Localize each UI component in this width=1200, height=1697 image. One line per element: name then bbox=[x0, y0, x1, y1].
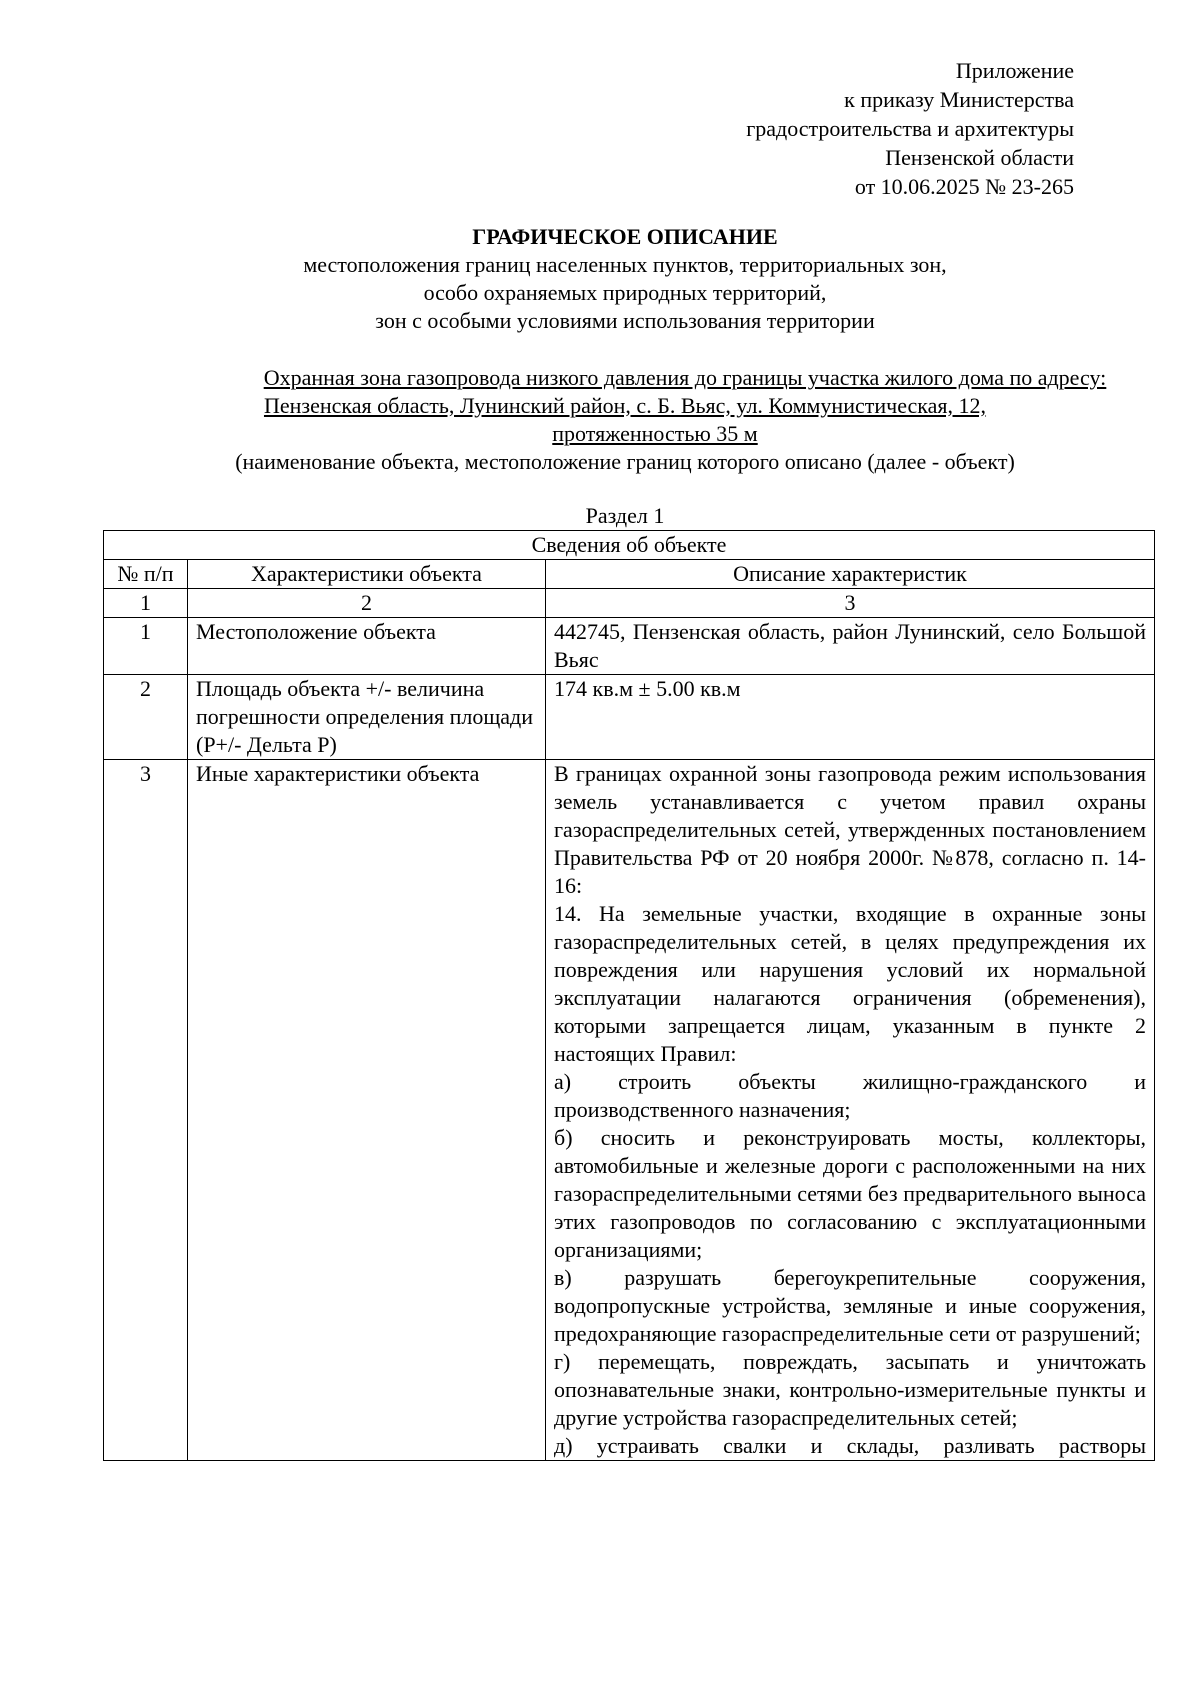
table-row bbox=[104, 760, 1155, 1461]
column-number: 1 bbox=[104, 589, 188, 618]
object-name-line: Охранная зона газопровода низкого давления до границы участка жилого дома по адресу: bbox=[263, 365, 1107, 390]
description-paragraph: а) строить объекты жилищно-гражданского и производственного назначения; bbox=[554, 1069, 1147, 1122]
row-number: 1 bbox=[104, 618, 188, 675]
description-paragraph: в) разрушать берегоукрепительные сооружения, водопропускные устройства, земляные и иные сооружения, предохраняющие газораспределительные сети от разрушений; bbox=[554, 1265, 1147, 1346]
row-description bbox=[546, 618, 1155, 675]
table-caption-row bbox=[104, 531, 1155, 560]
appendix-line: Приложение bbox=[955, 58, 1074, 83]
appendix-header bbox=[746, 56, 1074, 201]
object-caption: (наименование объекта, местоположение границ которого описано (далее - объект) bbox=[235, 449, 1015, 474]
description-paragraph: г) перемещать, повреждать, засыпать и уничтожать опознавательные знаки, контрольно-измерительные пункты и другие устройства газораспределительных сетей; bbox=[554, 1349, 1147, 1430]
document-title: ГРАФИЧЕСКОЕ ОПИСАНИЕ bbox=[472, 224, 778, 249]
row-description bbox=[546, 760, 1155, 1461]
table-column-numbers-row bbox=[104, 589, 1155, 618]
description-paragraph: б) сносить и реконструировать мосты, коллекторы, автомобильные и железные дороги с расположенными на них газораспределительными сетями без предварительного выноса этих газопроводов по согласованию с эксплуатационными организациями; bbox=[554, 1125, 1147, 1262]
row-number: 2 bbox=[104, 675, 188, 760]
section-label: Раздел 1 bbox=[585, 503, 665, 528]
subtitle-line: местоположения границ населенных пунктов, территориальных зон, bbox=[303, 252, 947, 277]
row-characteristic: Площадь объекта +/- величина погрешности определения площади (P+/- Дельта P) bbox=[188, 675, 546, 760]
appendix-line: Пензенской области bbox=[885, 145, 1074, 170]
table-header-row bbox=[104, 560, 1155, 589]
column-header: Описание характеристик bbox=[546, 560, 1155, 589]
title-block bbox=[100, 223, 1150, 335]
column-number: 2 bbox=[188, 589, 546, 618]
row-characteristic: Местоположение объекта bbox=[188, 618, 546, 675]
description-paragraph: 174 кв.м ± 5.00 кв.м bbox=[554, 676, 741, 701]
subtitle-line: особо охраняемых природных территорий, bbox=[423, 280, 827, 305]
column-header: № п/п bbox=[104, 560, 188, 589]
subtitle-line: зон с особыми условиями использования территории bbox=[375, 308, 875, 333]
appendix-line: к приказу Министерства bbox=[844, 87, 1074, 112]
description-paragraph: 442745, Пензенская область, район Лунинский, село Большой Вьяс bbox=[554, 619, 1147, 672]
appendix-line: градостроительства и архитектуры bbox=[746, 116, 1074, 141]
appendix-line: от 10.06.2025 № 23-265 bbox=[854, 174, 1074, 199]
description-paragraph: 14. На земельные участки, входящие в охранные зоны газораспределительных сетей, в целях предупреждения их повреждения или нарушения условий их нормальной эксплуатации налагаются ограничения (обременения), которыми запрещается лицам, указанным в пункте 2 настоящих Правил: bbox=[554, 901, 1147, 1066]
description-paragraph: В границах охранной зоны газопровода режим использования земель устанавливается с учетом правил охраны газораспределительных сетей, утвержденных постановлением Правительства РФ от 20 ноября 2000г. №878, согласно п. 14-16: bbox=[554, 761, 1147, 898]
row-description bbox=[546, 675, 1155, 760]
row-number: 3 bbox=[104, 760, 188, 1461]
table-row bbox=[104, 675, 1155, 760]
row-characteristic: Иные характеристики объекта bbox=[188, 760, 546, 1461]
object-name-block bbox=[100, 364, 1150, 476]
column-number: 3 bbox=[546, 589, 1155, 618]
table-caption: Сведения об объекте bbox=[104, 531, 1155, 560]
object-name-line: протяженностью 35 м bbox=[552, 421, 758, 446]
object-name-line: Пензенская область, Лунинский район, с. Б. Вьяс, ул. Коммунистическая, 12, bbox=[263, 393, 987, 418]
table-row bbox=[104, 618, 1155, 675]
object-info-table bbox=[103, 530, 1155, 1461]
column-header: Характеристики объекта bbox=[188, 560, 546, 589]
description-paragraph: д) устраивать свалки и склады, разливать растворы bbox=[554, 1433, 1147, 1458]
